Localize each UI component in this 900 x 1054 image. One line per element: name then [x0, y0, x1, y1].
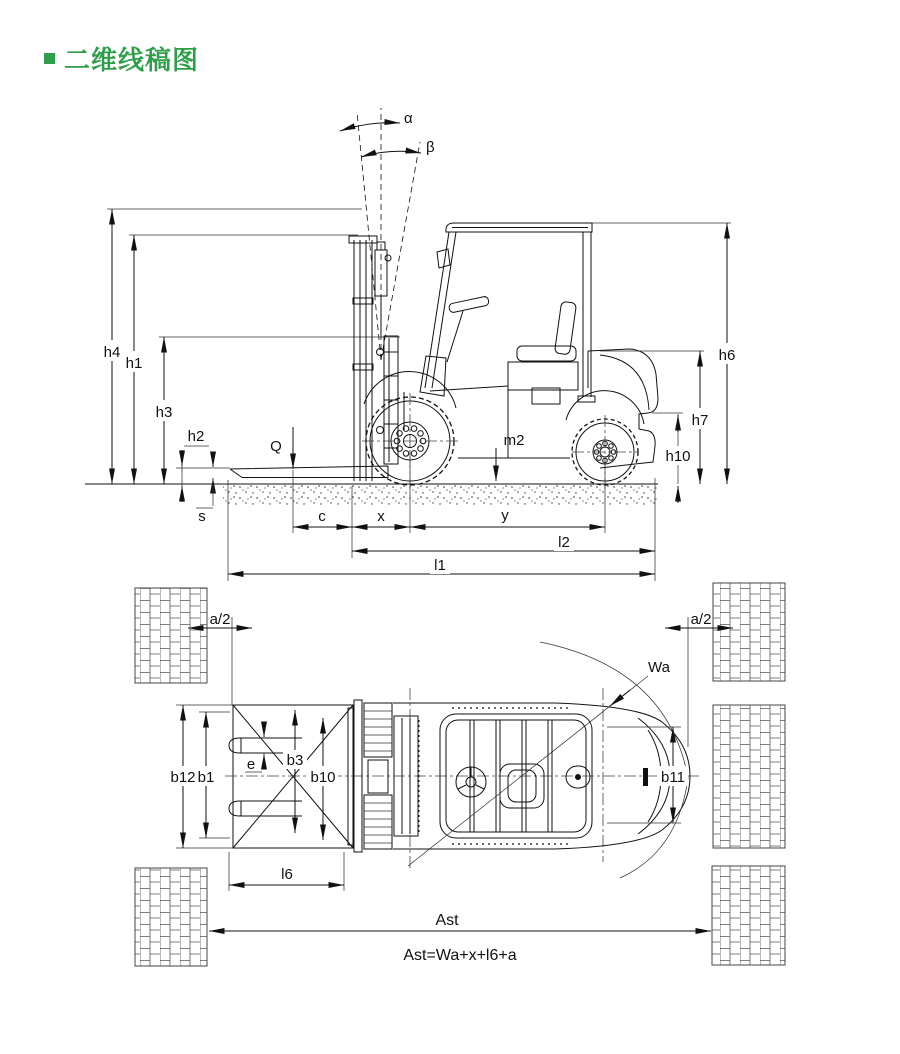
seat — [508, 301, 578, 390]
label-h1: h1 — [125, 355, 143, 372]
forklift-side — [230, 223, 658, 489]
brick-bottom-left — [135, 868, 207, 966]
brick-top-left — [135, 588, 207, 683]
fork-carriage — [377, 336, 399, 464]
label-m2: m2 — [503, 432, 525, 449]
aisle-dimensions — [209, 852, 711, 964]
label-l6: l6 — [281, 866, 293, 883]
clearance-dims — [188, 611, 733, 747]
steering-wheel-top — [456, 767, 486, 797]
fork-blade — [230, 466, 388, 478]
centerlines-top — [225, 688, 700, 868]
label-l2: l2 — [558, 534, 570, 551]
side-view — [85, 108, 741, 581]
label-h10: h10 — [665, 448, 691, 465]
ground-hatch — [223, 485, 658, 507]
label-b11: b11 — [661, 769, 685, 786]
label-ast: Ast — [435, 912, 459, 929]
brick-top-right — [713, 583, 785, 681]
label-h2: h2 — [187, 428, 205, 445]
fork-tines-top — [229, 738, 302, 816]
label-q: Q — [270, 438, 282, 455]
label-ast-formula: Ast=Wa+x+l6+a — [403, 947, 517, 964]
label-x: x — [377, 508, 385, 525]
steering-assembly — [420, 296, 489, 396]
label-a2-left: a/2 — [209, 611, 231, 628]
label-b10: b10 — [310, 769, 336, 786]
label-h7: h7 — [691, 412, 709, 429]
label-s: s — [198, 508, 206, 525]
label-e: e — [246, 756, 256, 773]
label-c: c — [318, 508, 326, 525]
label-l1: l1 — [434, 557, 446, 574]
page-title: 二维线稿图 — [64, 45, 200, 75]
label-h3: h3 — [155, 404, 173, 421]
label-beta: β — [426, 139, 435, 156]
brick-bottom-right — [712, 866, 785, 965]
label-alpha: α — [404, 110, 413, 127]
overhead-guard — [425, 223, 595, 402]
brick-mid-right — [713, 705, 785, 848]
height-dimensions — [100, 209, 741, 525]
extension-lines-side — [107, 209, 731, 581]
label-b12: b12 — [170, 769, 196, 786]
label-b1: b1 — [197, 769, 215, 786]
label-h4: h4 — [103, 344, 121, 361]
label-wa: Wa — [648, 659, 670, 676]
label-b3: b3 — [286, 752, 304, 769]
label-a2-right: a/2 — [690, 611, 712, 628]
ground — [85, 484, 658, 507]
label-h6: h6 — [718, 347, 736, 364]
label-y: y — [501, 507, 509, 524]
top-view — [135, 583, 785, 966]
length-dimensions — [228, 507, 655, 574]
width-dimensions — [167, 705, 688, 848]
